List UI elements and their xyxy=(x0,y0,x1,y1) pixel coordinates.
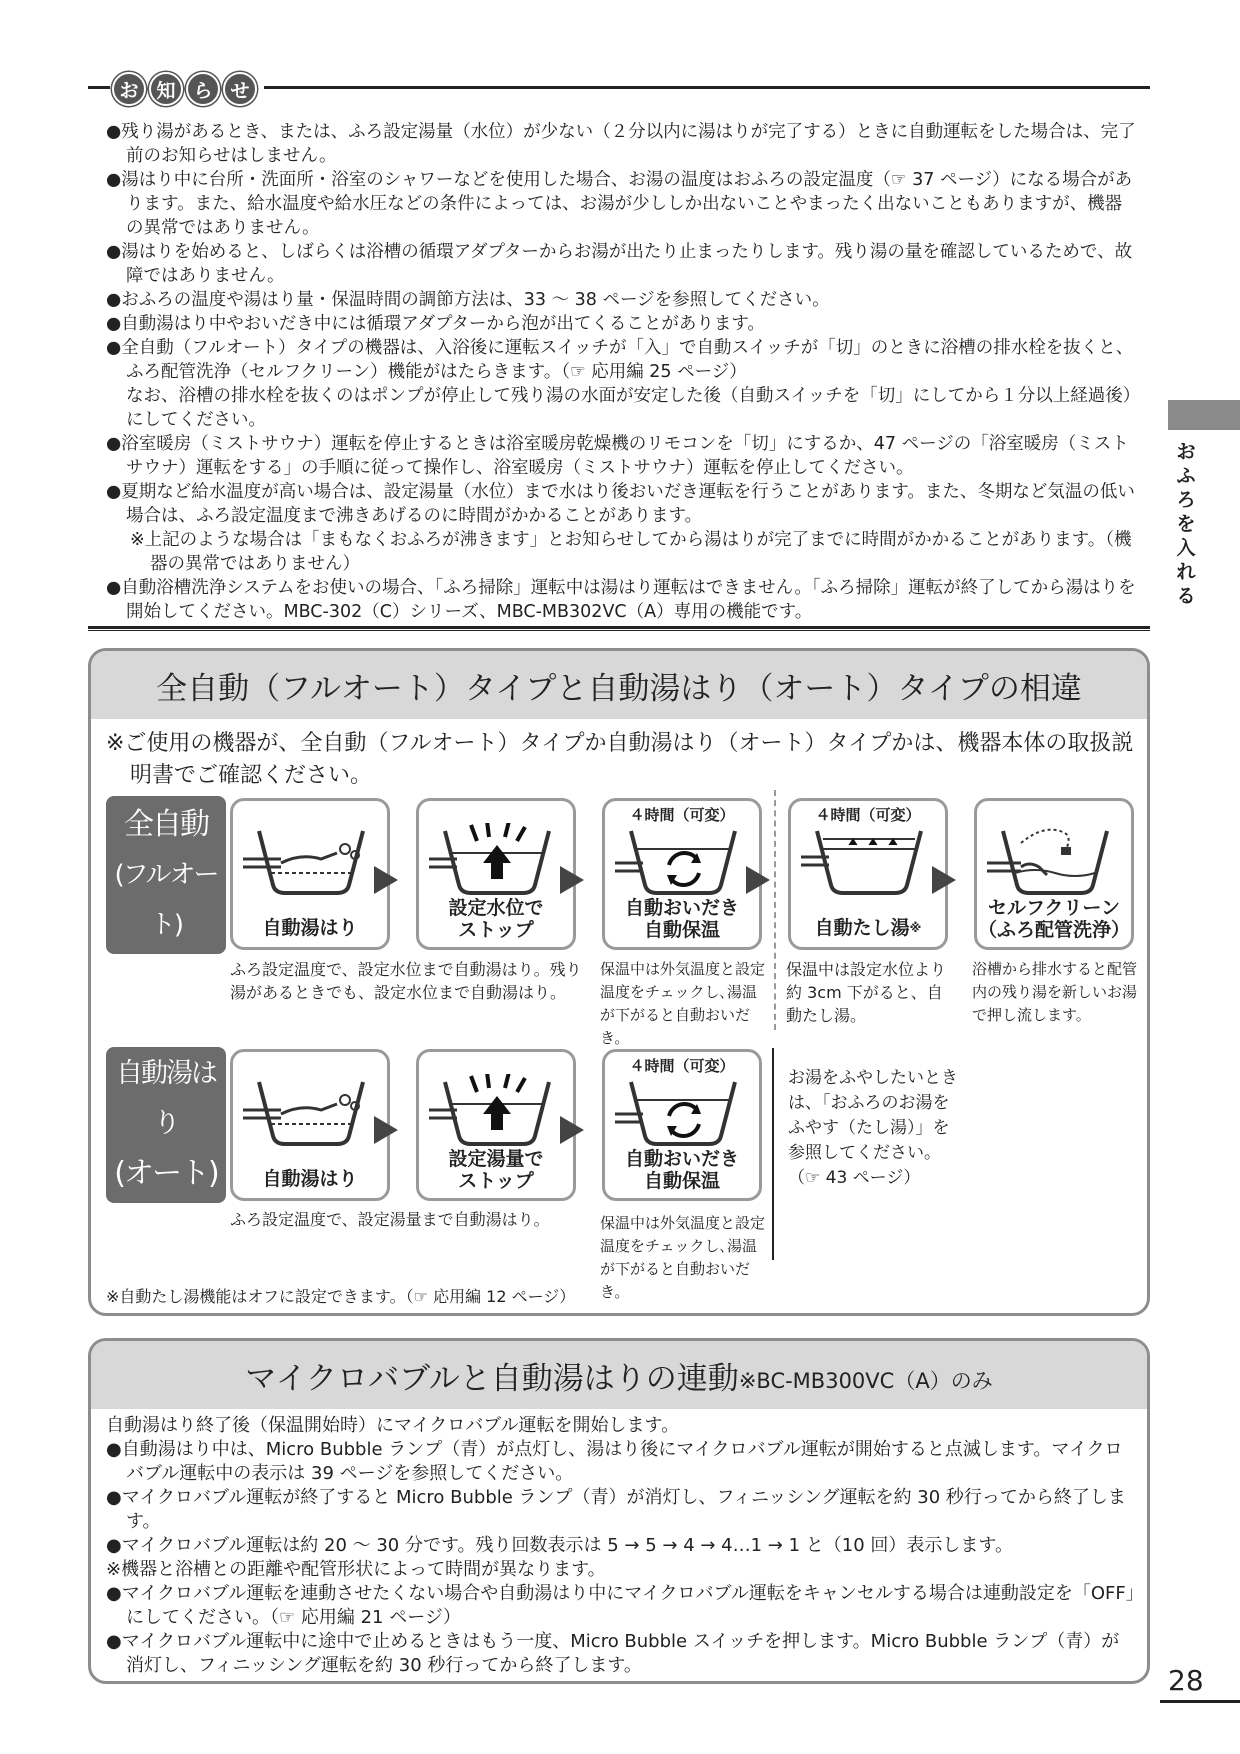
step-caption-line: 設定湯量で xyxy=(448,1148,544,1170)
step-auto-reheat xyxy=(602,1049,762,1201)
notice-item: ●浴室暖房（ミストサウナ）運転を停止するときは浴室暖房乾燥機のリモコンを「切」にするか、47 ページの「浴室暖房（ミストサウナ）運転をする」の手順に従って操作し、浴室暖房（ミストサウナ）運転を停止してください。 xyxy=(106,434,1129,478)
notice-title xyxy=(112,72,257,106)
type-label-line: (オート) xyxy=(114,1156,218,1191)
type-label-line: 自動湯はり xyxy=(116,1058,216,1139)
time-tag: ４時間（可変） xyxy=(629,806,735,824)
full-auto-type-label xyxy=(106,796,226,992)
step-caption-line: ストップ xyxy=(458,1170,534,1192)
bathtub-fill-icon xyxy=(241,1074,381,1154)
step-caption xyxy=(419,1148,573,1192)
panel-title: 全自動（フルオート）タイプと自動湯はり（オート）タイプの相違 xyxy=(91,651,1147,719)
step-caption xyxy=(419,897,573,941)
step-stop-volume xyxy=(416,1049,576,1201)
auto-type-label xyxy=(106,1047,226,1241)
step-caption-line: 自動湯はり xyxy=(262,917,358,939)
step-caption xyxy=(977,897,1131,941)
type-label-line: (フルオート) xyxy=(114,860,218,940)
notice-char: せ xyxy=(223,72,257,106)
step-auto-topup xyxy=(788,798,948,950)
time-tag: ４時間（可変） xyxy=(629,1057,735,1075)
step-caption xyxy=(233,1168,387,1190)
flow-arrow xyxy=(932,866,956,894)
type-label-line: 全自動 xyxy=(124,807,208,842)
step-caption-line: 自動保温 xyxy=(643,1170,720,1192)
solid-separator xyxy=(772,1048,774,1260)
step-caption-line: ストップ xyxy=(458,919,534,941)
full-step4-desc: 保温中は設定水位より約 3cm 下がると、自動たし湯。 xyxy=(786,960,947,1025)
step-caption-line: 自動湯はり xyxy=(262,1168,358,1190)
intro-text: ※ご使用の機器が、全自動（フルオート）タイプか自動湯はり（オート）タイプかは、機器本体の取扱説明書でご確認ください。 xyxy=(106,731,1134,788)
step-caption-line: 自動おいだき xyxy=(624,1148,739,1170)
step-auto-reheat xyxy=(602,798,762,950)
section-divider xyxy=(88,626,1150,631)
auto-step1-desc: ふろ設定温度で、設定湯量まで自動湯はり。 xyxy=(230,1210,550,1229)
page-number-rule xyxy=(1160,1700,1240,1703)
note-line: は、「おふろのお湯を xyxy=(788,1093,950,1113)
notice-item: ●湯はり中に台所・洗面所・浴室のシャワーなどを使用した場合、お湯の温度はおふろの設定温度（☞ 37 ページ）になる場合があります。また、給水温度や給水圧などの条件によっては、お湯が少ししか出ないことやまったく出ないこともありますが、機器の異常ではありません。 xyxy=(106,170,1133,238)
bathtub-fill-icon xyxy=(241,823,381,903)
notice-item: ●夏期など給水温度が高い場合は、設定湯量（水位）まで水はり後おいだき運転を行うことがあります。また、冬期など気温の低い場合は、ふろ設定温度まで沸きあげるのに時間がかかることがあります。 xyxy=(106,482,1135,526)
step-stop-level xyxy=(416,798,576,950)
microbubble-title: マイクロバブルと自動湯はりの連動 xyxy=(245,1360,739,1397)
notice-item: ●湯はりを始めると、しばらくは浴槽の循環アダプターからお湯が出たり止まったりします。残り湯の量を確認しているためで、故障ではありません。 xyxy=(106,242,1133,286)
notice-char: ら xyxy=(186,72,220,106)
notice-char: お xyxy=(112,72,146,106)
full-step3-desc: 保温中は外気温度と設定温度をチェックし､湯温が下がると自動おいだき。 xyxy=(600,960,766,1047)
step-caption-line: 設定水位で xyxy=(448,897,544,919)
stop-level-icon xyxy=(427,823,567,903)
flow-arrow xyxy=(374,866,398,894)
mb-item: 自動湯はり終了後（保温開始時）にマイクロバブル運転を開始します。 xyxy=(106,1415,680,1436)
notice-item: ●おふろの温度や湯はり量・保温時間の調節方法は、33 ～ 38 ページを参照してください。 xyxy=(106,290,830,310)
step-auto-fill xyxy=(230,1049,390,1201)
step-caption-line: 自動おいだき xyxy=(624,897,739,919)
note-line: （☞ 43 ページ） xyxy=(788,1168,921,1188)
microbubble-list xyxy=(106,1414,1136,1678)
microbubble-title-note: ※BC-MB300VC（A）のみ xyxy=(738,1369,993,1393)
full-step5-desc: 浴槽から排水すると配管内の残り湯を新しいお湯で押し流します。 xyxy=(972,960,1138,1024)
mb-item: ●マイクロバブル運転中に途中で止めるときはもう一度、Micro Bubble スイッチを押します。Micro Bubble ランプ（青）が消灯し、フィニッシング運転を約 30 秒行ってから終了します。 xyxy=(106,1631,1120,1676)
reheat-icon xyxy=(613,1074,753,1154)
mb-item: ●マイクロバブル運転を連動させたくない場合や自動湯はり中にマイクロバブル運転をキャンセルする場合は連動設定を「OFF」にしてください。（☞ 応用編 21 ページ） xyxy=(106,1583,1135,1628)
mb-item: ●マイクロバブル運転は約 20 ～ 30 分です。残り回数表示は 5 → 5 → 4 → 4…1 → 1 と（10 回）表示します。 xyxy=(106,1535,1013,1556)
flow-arrow xyxy=(746,866,770,894)
step-caption xyxy=(233,917,387,939)
auto-topup-note xyxy=(788,1066,988,1191)
flow-arrow xyxy=(560,866,584,894)
footnote-mark: ※ xyxy=(909,921,922,935)
dashed-separator xyxy=(774,790,776,1030)
notice-subnote: ※上記のような場合は「まもなくおふろが沸きます」とお知らせしてから湯はりが完了までに時間がかかることがあります。（機器の異常ではありません） xyxy=(130,530,1132,574)
step-self-clean xyxy=(974,798,1134,950)
comparison-intro xyxy=(106,728,1136,792)
stop-level-icon xyxy=(427,1074,567,1154)
step-caption xyxy=(791,917,945,939)
step-caption-line: （ふろ配管洗浄） xyxy=(977,919,1130,941)
notice-header xyxy=(88,72,1150,102)
type-label-line: タイプ xyxy=(124,1206,208,1241)
notice-item: ●全自動（フルオート）タイプの機器は、入浴後に運転スイッチが「入」で自動スイッチが「切」のときに浴槽の排水栓を抜くと、ふろ配管洗浄（セルフクリーン）機能がはたらきます。（☞ 応用編 25 ページ） xyxy=(106,338,1134,382)
note-line: お湯をふやしたいとき xyxy=(788,1068,958,1088)
notice-rule-left xyxy=(88,86,110,89)
notice-item: ●残り湯があるとき、または、ふろ設定湯量（水位）が少ない（２分以内に湯はりが完了する）ときに自動運転をした場合は、完了前のお知らせはしません。 xyxy=(106,122,1136,166)
reheat-icon xyxy=(613,823,753,903)
self-clean-icon xyxy=(985,823,1125,903)
step-caption xyxy=(605,897,759,941)
step-caption-line: 自動たし湯 xyxy=(814,917,910,939)
notice-item-continuation: なお、浴槽の排水栓を抜くのはポンプが停止して残り湯の水面が安定した後（自動スイッチを「切」にしてから１分以上経過後）にしてください。 xyxy=(126,386,1132,430)
note-line: 参照してください。 xyxy=(788,1143,941,1163)
topup-icon xyxy=(799,823,939,903)
notice-char: 知 xyxy=(149,72,183,106)
notice-item: ●自動浴槽洗浄システムをお使いの場合、「ふろ掃除」運転中は湯はり運転はできません。「ふろ掃除」運転が終了してから湯はりを開始してください。MBC-302（C）シリーズ、MBC-MB302VC（A）専用の機能です。 xyxy=(106,578,1136,622)
flow-arrow xyxy=(560,1116,584,1144)
flow-arrow xyxy=(374,1116,398,1144)
topup-footnote: ※自動たし湯機能はオフに設定できます。（☞ 応用編 12 ページ） xyxy=(106,1287,576,1306)
auto-step3-desc: 保温中は外気温度と設定温度をチェックし､湯温が下がると自動おいだき。 xyxy=(600,1214,766,1301)
step-auto-fill xyxy=(230,798,390,950)
panel-title xyxy=(91,1341,1147,1409)
time-tag: ４時間（可変） xyxy=(815,806,921,824)
page-number: 28 xyxy=(1168,1664,1204,1697)
mb-item: ●マイクロバブル運転が終了すると Micro Bubble ランプ（青）が消灯し、フィニッシング運転を約 30 秒行ってから終了します。 xyxy=(106,1487,1126,1532)
notice-rule-right xyxy=(264,86,1150,89)
type-label-line: タイプ xyxy=(124,957,208,992)
notice-item: ●自動湯はり中やおいだき中には循環アダプターから泡が出てくることがあります。 xyxy=(106,314,765,334)
step-caption-line: 自動保温 xyxy=(643,919,720,941)
mb-item: ●自動湯はり中は、Micro Bubble ランプ（青）が点灯し、湯はり後にマイクロバブル運転が開始すると点滅します。マイクロバブル運転中の表示は 39 ページを参照してください。 xyxy=(106,1439,1123,1484)
chapter-tab-label: おふろを入れる xyxy=(1176,441,1196,607)
step-caption xyxy=(605,1148,759,1192)
chapter-tab xyxy=(1168,400,1240,430)
note-line: ふやす（たし湯）」を xyxy=(788,1118,950,1138)
notice-list xyxy=(106,120,1136,624)
full-step1-desc: ふろ設定温度で、設定水位まで自動湯はり。残り湯があるときでも、設定水位まで自動湯はり。 xyxy=(230,960,582,1002)
mb-item: ※機器と浴槽との距離や配管形状によって時間が異なります。 xyxy=(106,1559,606,1580)
step-caption-line: セルフクリーン xyxy=(987,897,1121,919)
